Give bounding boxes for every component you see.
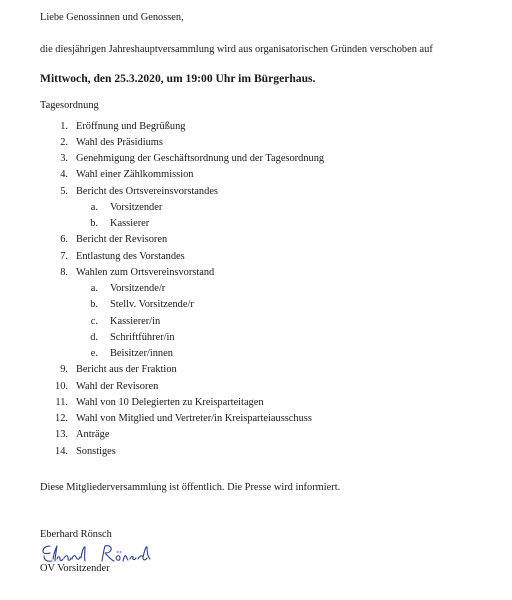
agenda-subitem-text: Vorsitzender bbox=[110, 201, 163, 213]
intro-text: die diesjährigen Jahreshauptversammlung wird aus organisatorischen Gründen verschoben auf bbox=[40, 44, 433, 55]
agenda-item-number: 8. bbox=[60, 266, 68, 278]
agenda-item-number: 5. bbox=[60, 185, 68, 197]
agenda-item-number: 10. bbox=[55, 380, 68, 392]
agenda-subitem-text: Kassierer bbox=[110, 218, 150, 229]
agenda-item-text: Sonstiges bbox=[76, 445, 116, 457]
agenda-item-text: Anträge bbox=[76, 429, 110, 441]
agenda-item-number: 4. bbox=[60, 169, 68, 181]
agenda-subitem-letter: c. bbox=[90, 315, 98, 327]
signer-role: OV Vorsitzender bbox=[40, 563, 110, 574]
agenda-item-text: Entlastung des Vorstandes bbox=[76, 250, 185, 262]
agenda-subitem-letter: a. bbox=[90, 201, 98, 213]
closing-note: Diese Mitgliederversammlung ist öffentlich. Die Presse wird informiert. bbox=[40, 482, 341, 493]
signer-name: Eberhard Rönsch bbox=[40, 529, 112, 540]
agenda-item-text: Eröffnung und Begrüßung bbox=[76, 120, 186, 132]
agenda-item-text: Bericht der Revisoren bbox=[76, 234, 168, 246]
agenda-item-number: 12. bbox=[55, 413, 68, 424]
agenda-item-text: Bericht des Ortsvereinsvorstandes bbox=[76, 185, 218, 197]
agenda-item-number: 13. bbox=[55, 429, 68, 441]
agenda-item-number: 14. bbox=[55, 445, 68, 457]
agenda-item-text: Bericht aus der Fraktion bbox=[76, 364, 177, 376]
agenda-title: Tagesordnung bbox=[40, 100, 99, 111]
agenda-subitem-letter: e. bbox=[90, 348, 98, 359]
agenda-subitem-text: Stellv. Vorsitzende/r bbox=[110, 299, 194, 311]
agenda-item-number: 3. bbox=[60, 153, 68, 164]
agenda-subitem-letter: d. bbox=[90, 331, 98, 343]
agenda-item-text: Genehmigung der Geschäftsordnung und der Tagesordnung bbox=[76, 153, 325, 164]
agenda-subitem-text: Vorsitzende/r bbox=[110, 283, 166, 294]
meeting-date: Mittwoch, den 25.3.2020, um 19:00 Uhr im Bürgerhaus. bbox=[40, 72, 316, 85]
agenda-subitem-text: Schriftführer/in bbox=[110, 331, 175, 343]
agenda-item-number: 2. bbox=[60, 136, 68, 148]
agenda-subitem-letter: b. bbox=[90, 218, 98, 229]
agenda-item-number: 6. bbox=[60, 234, 68, 246]
agenda-item-number: 9. bbox=[60, 364, 68, 376]
agenda-subitem-text: Beisitzer/innen bbox=[110, 348, 173, 359]
agenda-item-text: Wahl des Präsidiums bbox=[76, 136, 163, 148]
agenda-item-text: Wahlen zum Ortsvereinsvorstand bbox=[76, 266, 215, 278]
agenda-item-text: Wahl von Mitglied und Vertreter/in Kreisparteiausschuss bbox=[76, 413, 312, 424]
agenda-item-text: Wahl der Revisoren bbox=[76, 380, 159, 392]
agenda-subitem-letter: a. bbox=[90, 283, 98, 294]
greeting: Liebe Genossinnen und Genossen, bbox=[40, 12, 184, 23]
agenda-subitem-text: Kassierer/in bbox=[110, 315, 161, 327]
agenda-item-text: Wahl einer Zählkommission bbox=[76, 169, 194, 181]
agenda-item-number: 7. bbox=[60, 250, 68, 262]
agenda-item-number: 11. bbox=[55, 396, 68, 408]
agenda-item-text: Wahl von 10 Delegierten zu Kreisparteitagen bbox=[76, 396, 264, 408]
agenda-subitem-letter: b. bbox=[90, 299, 98, 311]
agenda-item-number: 1. bbox=[60, 120, 68, 132]
